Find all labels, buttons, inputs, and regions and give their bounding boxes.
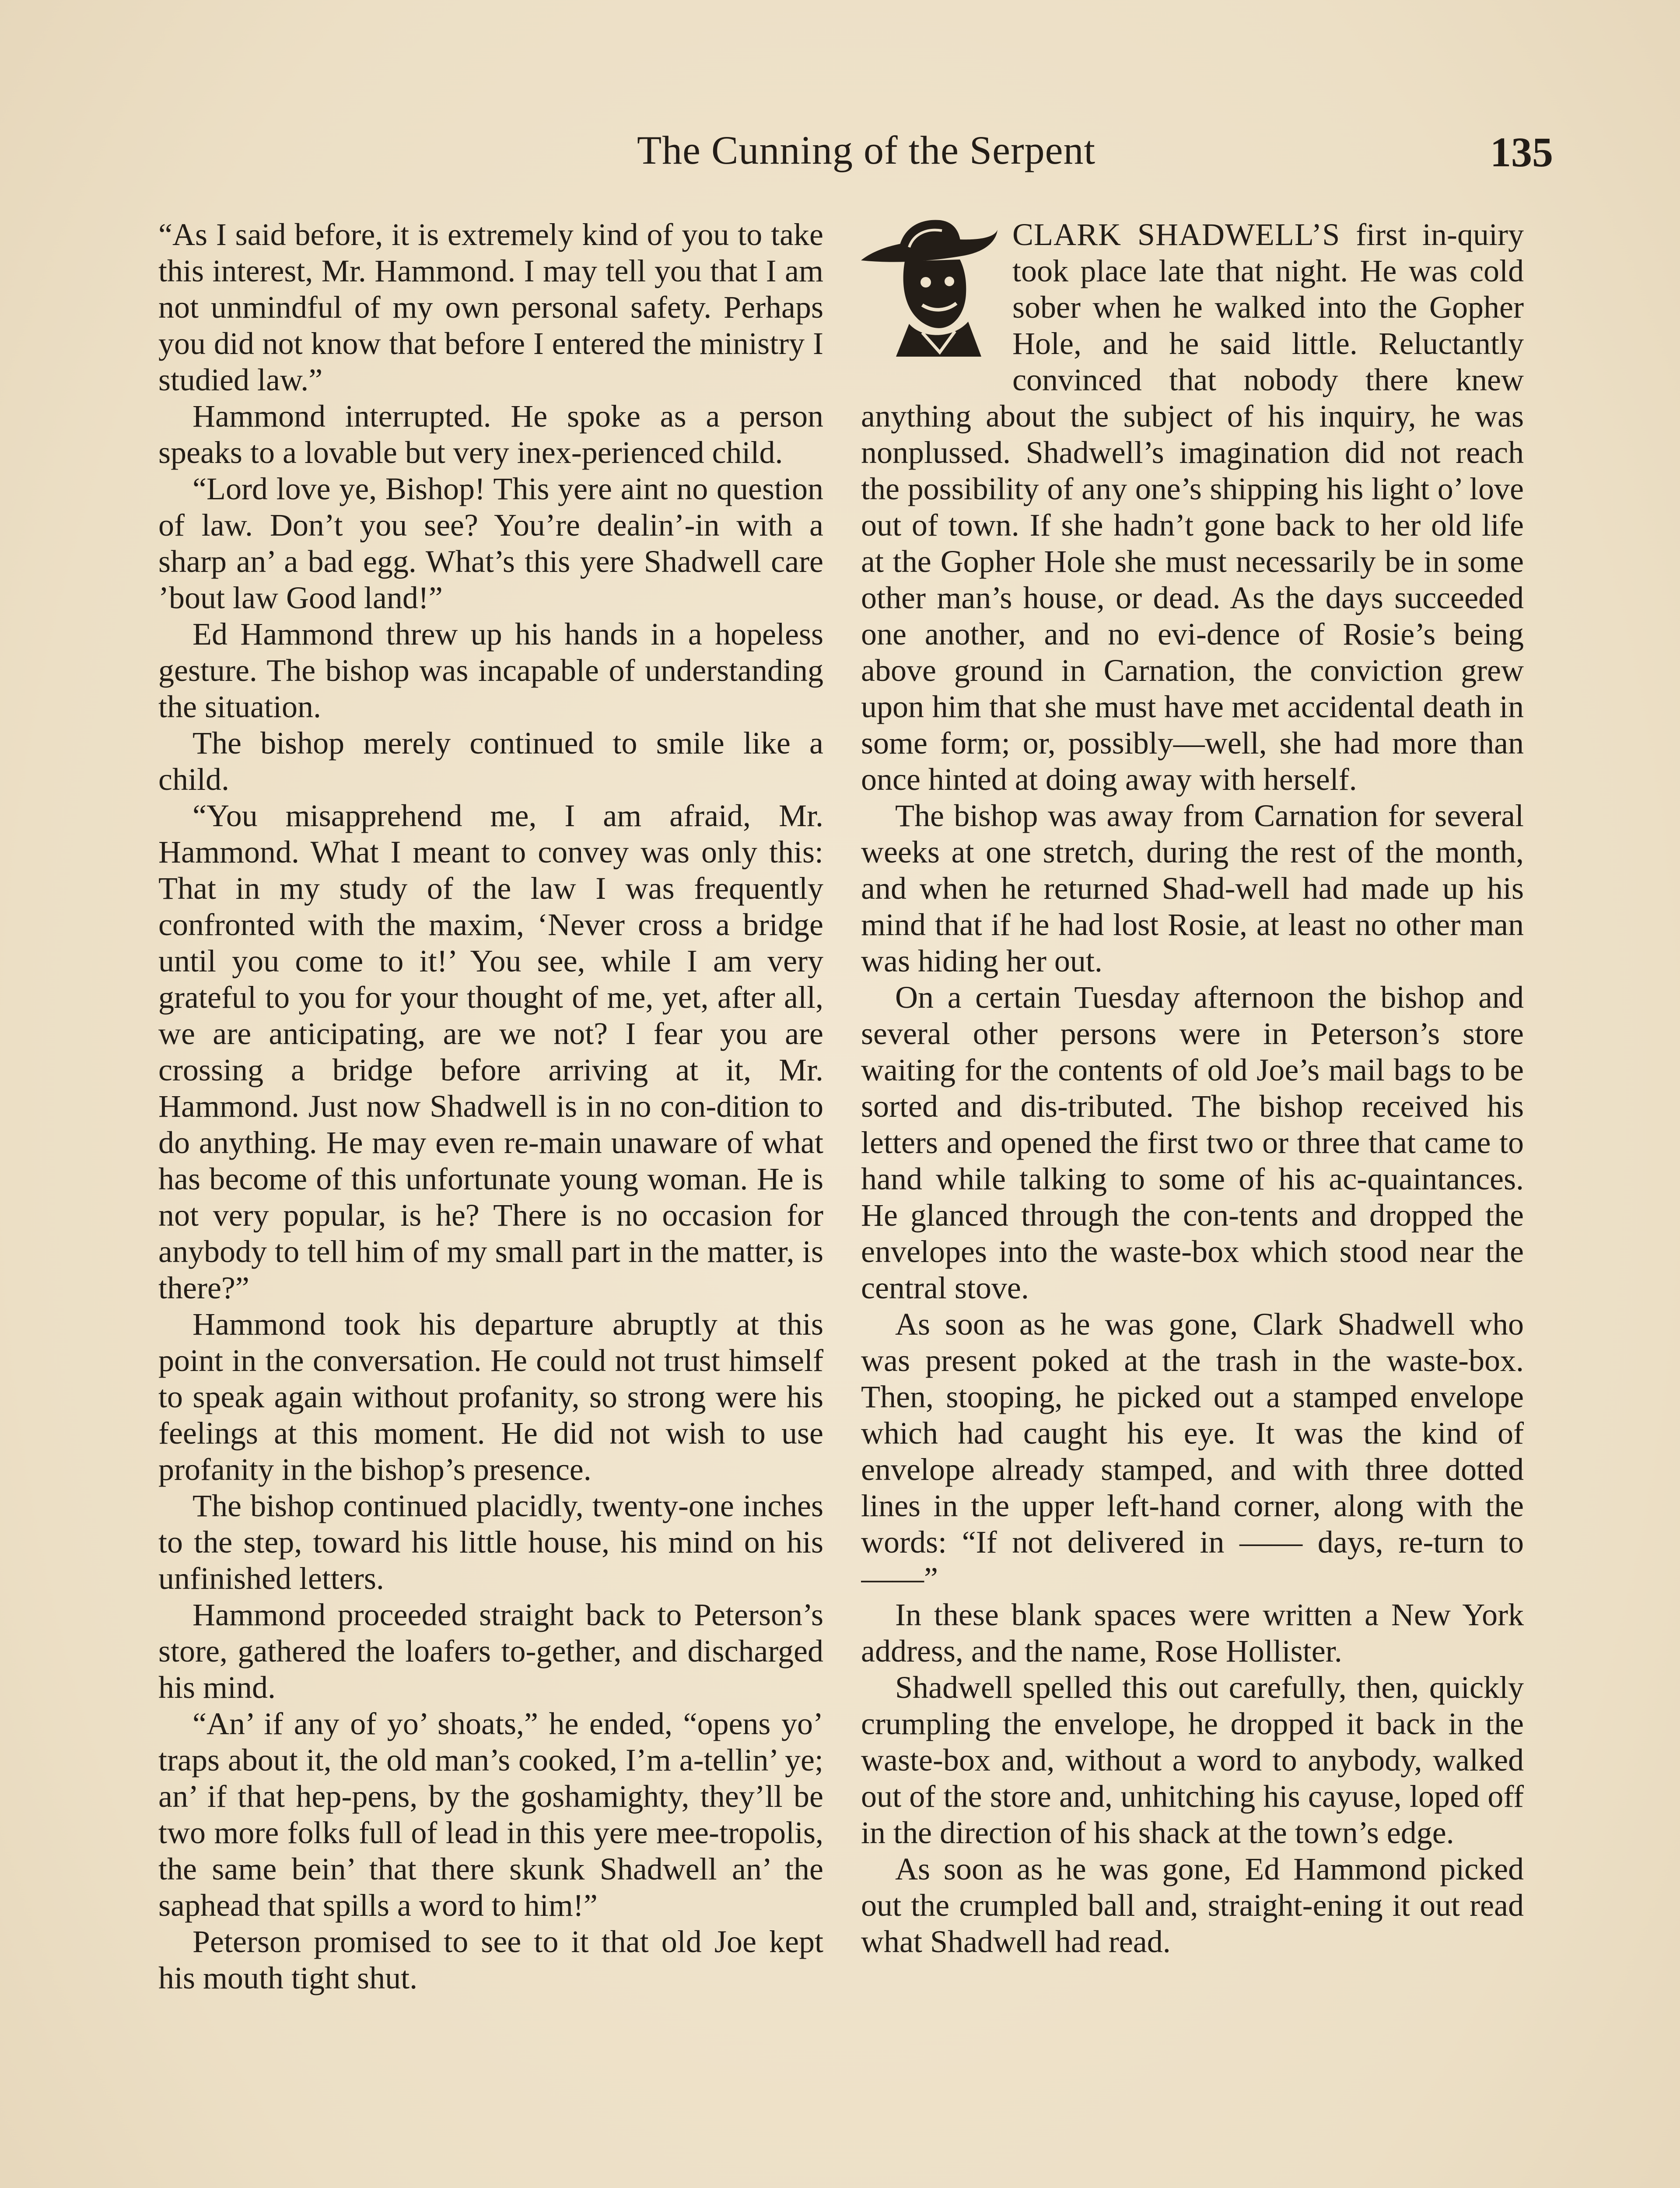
paragraph: Hammond interrupted. He spoke as a person speaks to a lovable but very inex-perienced child. xyxy=(158,399,823,470)
paragraph: As soon as he was gone, Clark Shadwell who was present poked at the trash in the waste-box. Then, stooping, he picked out a stamped envelope which had caught his eye. It was the kind of envelope already stamped, and with three dotted lines in the upper left-hand corner, along with the words: “If not delivered in —— days, re-turn to ——” xyxy=(861,1307,1524,1596)
cowboy-head-illustration-icon xyxy=(861,217,1001,363)
paragraph: On a certain Tuesday afternoon the bishop and several other persons were in Peterson’s store waiting for the contents of old Joe’s mail bags to be sorted and dis-tributed. The bishop received his letters and opened the first two or three that came to hand while talking to some of his ac-quaintances. He glanced through the con-tents and dropped the envelopes into the waste-box which stood near the central stove. xyxy=(861,980,1524,1305)
page-number: 135 xyxy=(1490,129,1553,175)
paragraph: Hammond took his departure abruptly at this point in the conversation. He could not trust himself to speak again without profanity, so strong were his feelings at this moment. He did not wish to use profanity in the bishop’s presence. xyxy=(158,1307,823,1487)
paragraph: The bishop merely continued to smile like a child. xyxy=(158,726,823,797)
left-column xyxy=(158,217,823,2188)
paragraph: Peterson promised to see to it that old Joe kept his mouth tight shut. xyxy=(158,1924,823,1995)
paragraph: Ed Hammond threw up his hands in a hopeless gesture. The bishop was incapable of understanding the situation. xyxy=(158,617,823,724)
paragraph: “Lord love ye, Bishop! This yere aint no question of law. Don’t you see? You’re dealin’-in with a sharp an’ a bad egg. What’s this yere Shadwell care ’bout law Good land!” xyxy=(158,471,823,615)
section-opening-text: first in-quiry took place late that night. He was cold sober when he walked into the Gopher Hole, and he said little. Reluctantly convinced that nobody there knew anything about the subject of his inquiry, he was nonplussed. Shadwell’s imagination did not reach the possibility of any one’s shipping his light o’ love out of town. If she hadn’t gone back to her old life at the Gopher Hole she must necessarily be in some other man’s house, or dead. As the days succeeded one another, and no evi-dence of Rosie’s being above ground in Carnation, the conviction grew upon him that she must have met accidental death in some form; or, possibly—well, she had more than once hinted at doing away with herself. xyxy=(861,217,1524,797)
paragraph: The bishop was away from Carnation for several weeks at one stretch, during the rest of the month, and when he returned Shad-well had made up his mind that if he had lost Rosie, at least no other man was hiding her out. xyxy=(861,798,1524,978)
section-opening-caps: CLARK SHADWELL’S xyxy=(1012,217,1340,252)
paragraph: The bishop continued placidly, twenty-one inches to the step, toward his little house, his mind on his unfinished letters. xyxy=(158,1488,823,1596)
paragraph: Hammond proceeded straight back to Peterson’s store, gathered the loafers to-gether, and discharged his mind. xyxy=(158,1597,823,1705)
paragraph: “You misapprehend me, I am afraid, Mr. Hammond. What I meant to convey was only this: That in my study of the law I was frequently confronted with the maxim, ‘Never cross a bridge until you come to it!’ You see, while I am very grateful to you for your thought of me, yet, after all, we are anticipating, are we not? I fear you are crossing a bridge before arriving at it, Mr. Hammond. Just now Shadwell is in no con-dition to do anything. He may even re-main unaware of what has become of this unfortunate young woman. He is not very popular, is he? There is no occasion for anybody to tell him of my small part in the matter, is there?” xyxy=(158,798,823,1305)
paragraph: Shadwell spelled this out carefully, then, quickly crumpling the envelope, he dropped it back in the waste-box and, without a word to anybody, walked out of the store and, unhitching his cayuse, loped off in the direction of his shack at the town’s edge. xyxy=(861,1670,1524,1850)
paragraph: “As I said before, it is extremely kind of you to take this interest, Mr. Hammond. I may tell you that I am not unmindful of my own personal safety. Perhaps you did not know that before I entered the ministry I studied law.” xyxy=(158,217,823,397)
right-column xyxy=(861,217,1524,2188)
running-title: The Cunning of the Serpent xyxy=(637,128,1096,172)
paragraph: “An’ if any of yo’ shoats,” he ended, “opens yo’ traps about it, the old man’s cooked, I’m a-tellin’ ye; an’ if that hep-pens, by the goshamighty, they’ll be two more folks full of lead in this yere mee-tropolis, the same bein’ that there skunk Shadwell an’ the saphead that spills a word to him!” xyxy=(158,1706,823,1923)
paragraph: In these blank spaces were written a New York address, and the name, Rose Hollister. xyxy=(861,1597,1524,1669)
paragraph: As soon as he was gone, Ed Hammond picked out the crumpled ball and, straight-ening it out read what Shadwell had read. xyxy=(861,1851,1524,1959)
